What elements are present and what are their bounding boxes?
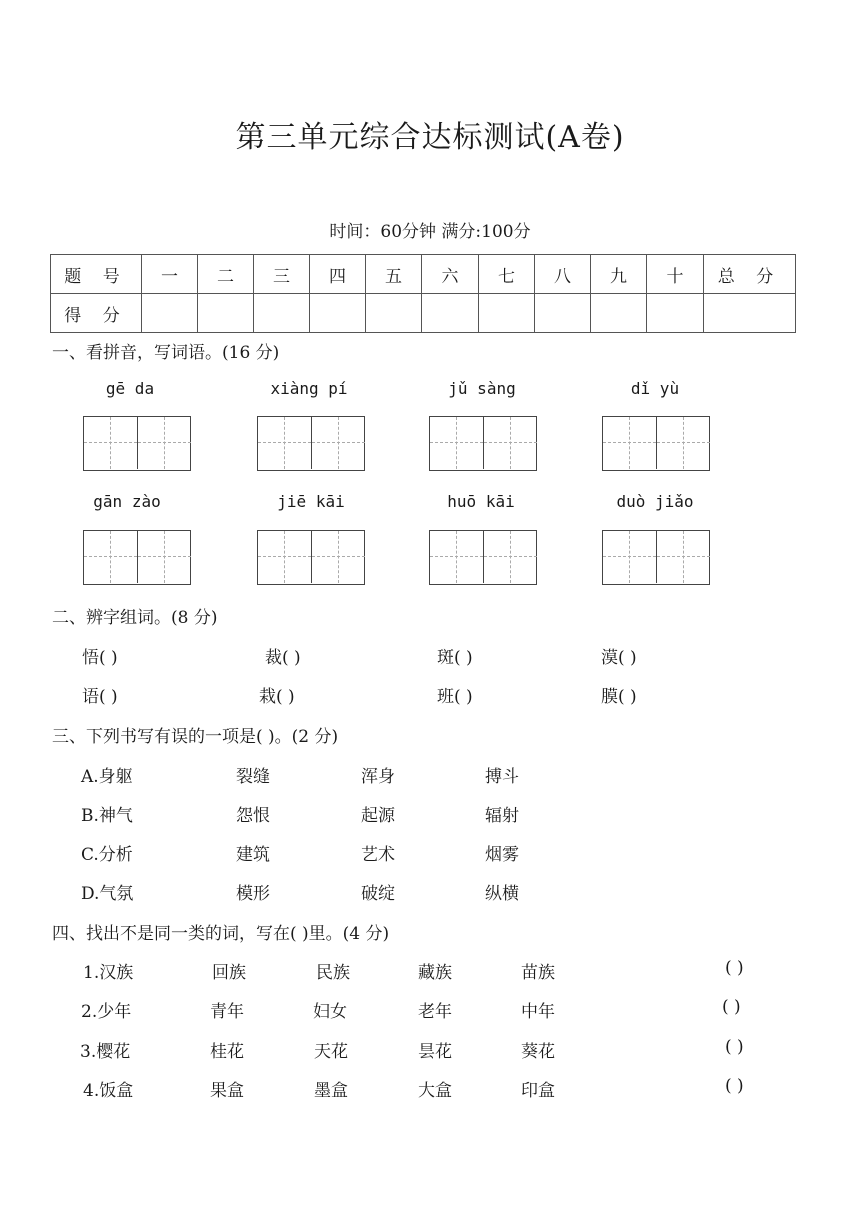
group-word: 老年 [418, 1002, 452, 1022]
writing-grid[interactable] [429, 416, 537, 471]
group-word: 回族 [212, 963, 246, 983]
pinyin-prompt: jǔ sàng [448, 379, 516, 398]
score-cell[interactable] [591, 294, 647, 333]
group-word: 妇女 [313, 1002, 347, 1022]
option-word: 搏斗 [485, 767, 519, 787]
char-item: 栽( ) [259, 687, 295, 707]
section-heading: 一、看拼音，写词语。(16 分) [52, 343, 280, 363]
char-item: 漠( ) [601, 648, 637, 668]
option-word: 模形 [236, 884, 270, 904]
char-item: 语( ) [82, 687, 118, 707]
option-word: A.身躯 [81, 767, 133, 787]
header-cell: 题 号 [51, 255, 142, 294]
group-word: 桂花 [210, 1042, 244, 1062]
score-cell[interactable] [535, 294, 591, 333]
header-cell: 二 [198, 255, 254, 294]
option-word: 烟雾 [485, 845, 519, 865]
group-word: 大盒 [418, 1081, 452, 1101]
group-word: 天花 [314, 1042, 348, 1062]
writing-grid[interactable] [602, 530, 710, 585]
char-item: 裁( ) [265, 648, 301, 668]
score-cell[interactable] [254, 294, 310, 333]
header-cell: 七 [479, 255, 535, 294]
section-heading: 二、辨字组词。(8 分) [52, 608, 218, 628]
score-cell[interactable] [647, 294, 704, 333]
option-word: D.气氛 [81, 884, 134, 904]
header-cell: 八 [535, 255, 591, 294]
writing-grid[interactable] [429, 530, 537, 585]
char-item: 膜( ) [601, 687, 637, 707]
char-item: 班( ) [437, 687, 473, 707]
option-word: 建筑 [236, 845, 270, 865]
char-item: 悟( ) [82, 648, 118, 668]
header-cell: 五 [366, 255, 422, 294]
group-word: 葵花 [521, 1042, 555, 1062]
score-cell[interactable] [704, 294, 796, 333]
writing-grid[interactable] [83, 530, 191, 585]
score-cell[interactable] [310, 294, 366, 333]
header-cell: 六 [422, 255, 479, 294]
group-word: 印盒 [521, 1081, 555, 1101]
score-table [50, 254, 796, 333]
option-word: 艺术 [361, 845, 395, 865]
group-word: 青年 [210, 1002, 244, 1022]
page-title: 第三单元综合达标测试(A卷) [235, 120, 625, 155]
group-word: 苗族 [521, 963, 555, 983]
pinyin-prompt: huō kāi [447, 492, 515, 511]
option-word: 裂缝 [236, 767, 270, 787]
group-word: 4.饭盒 [83, 1081, 134, 1101]
answer-blank[interactable]: ( ) [725, 958, 744, 978]
score-table-score-row [51, 294, 796, 333]
score-row-label: 得 分 [51, 294, 142, 333]
score-cell[interactable] [198, 294, 254, 333]
group-word: 民族 [316, 963, 350, 983]
group-word: 藏族 [418, 963, 452, 983]
pinyin-prompt: gē da [105, 379, 155, 398]
answer-blank[interactable]: ( ) [725, 1076, 744, 1096]
writing-grid[interactable] [257, 416, 365, 471]
pinyin-prompt: gān zào [93, 492, 161, 511]
group-word: 昙花 [418, 1042, 452, 1062]
header-cell: 十 [647, 255, 704, 294]
writing-grid[interactable] [83, 416, 191, 471]
header-cell: 三 [254, 255, 310, 294]
header-cell: 总 分 [704, 255, 796, 294]
option-word: 纵横 [485, 884, 519, 904]
option-word: C.分析 [81, 845, 133, 865]
writing-grid[interactable] [257, 530, 365, 585]
group-word: 果盒 [210, 1081, 244, 1101]
char-item: 斑( ) [437, 648, 473, 668]
header-cell: 一 [142, 255, 198, 294]
writing-grid[interactable] [602, 416, 710, 471]
exam-meta: 时间：60分钟 满分:100分 [329, 222, 531, 242]
score-table-header-row [51, 255, 796, 294]
score-cell[interactable] [479, 294, 535, 333]
pinyin-prompt: jiē kāi [277, 492, 345, 511]
option-word: 怨恨 [236, 806, 270, 826]
header-cell: 四 [310, 255, 366, 294]
option-word: 破绽 [361, 884, 395, 904]
option-word: B.神气 [81, 806, 133, 826]
group-word: 墨盒 [314, 1081, 348, 1101]
section-heading: 四、找出不是同一类的词，写在( )里。(4 分) [52, 924, 390, 944]
pinyin-prompt: duò jiǎo [616, 492, 694, 511]
pinyin-prompt: xiàng pí [270, 379, 348, 398]
section-heading: 三、下列书写有误的一项是( )。(2 分) [52, 727, 339, 747]
header-cell: 九 [591, 255, 647, 294]
score-cell[interactable] [422, 294, 479, 333]
option-word: 起源 [361, 806, 395, 826]
pinyin-prompt: dǐ yù [630, 379, 680, 398]
answer-blank[interactable]: ( ) [725, 1037, 744, 1057]
score-cell[interactable] [366, 294, 422, 333]
group-word: 2.少年 [81, 1002, 132, 1022]
group-word: 1.汉族 [83, 963, 134, 983]
group-word: 中年 [521, 1002, 555, 1022]
option-word: 浑身 [361, 767, 395, 787]
group-word: 3.樱花 [80, 1042, 131, 1062]
option-word: 辐射 [485, 806, 519, 826]
score-cell[interactable] [142, 294, 198, 333]
answer-blank[interactable]: ( ) [722, 997, 741, 1017]
